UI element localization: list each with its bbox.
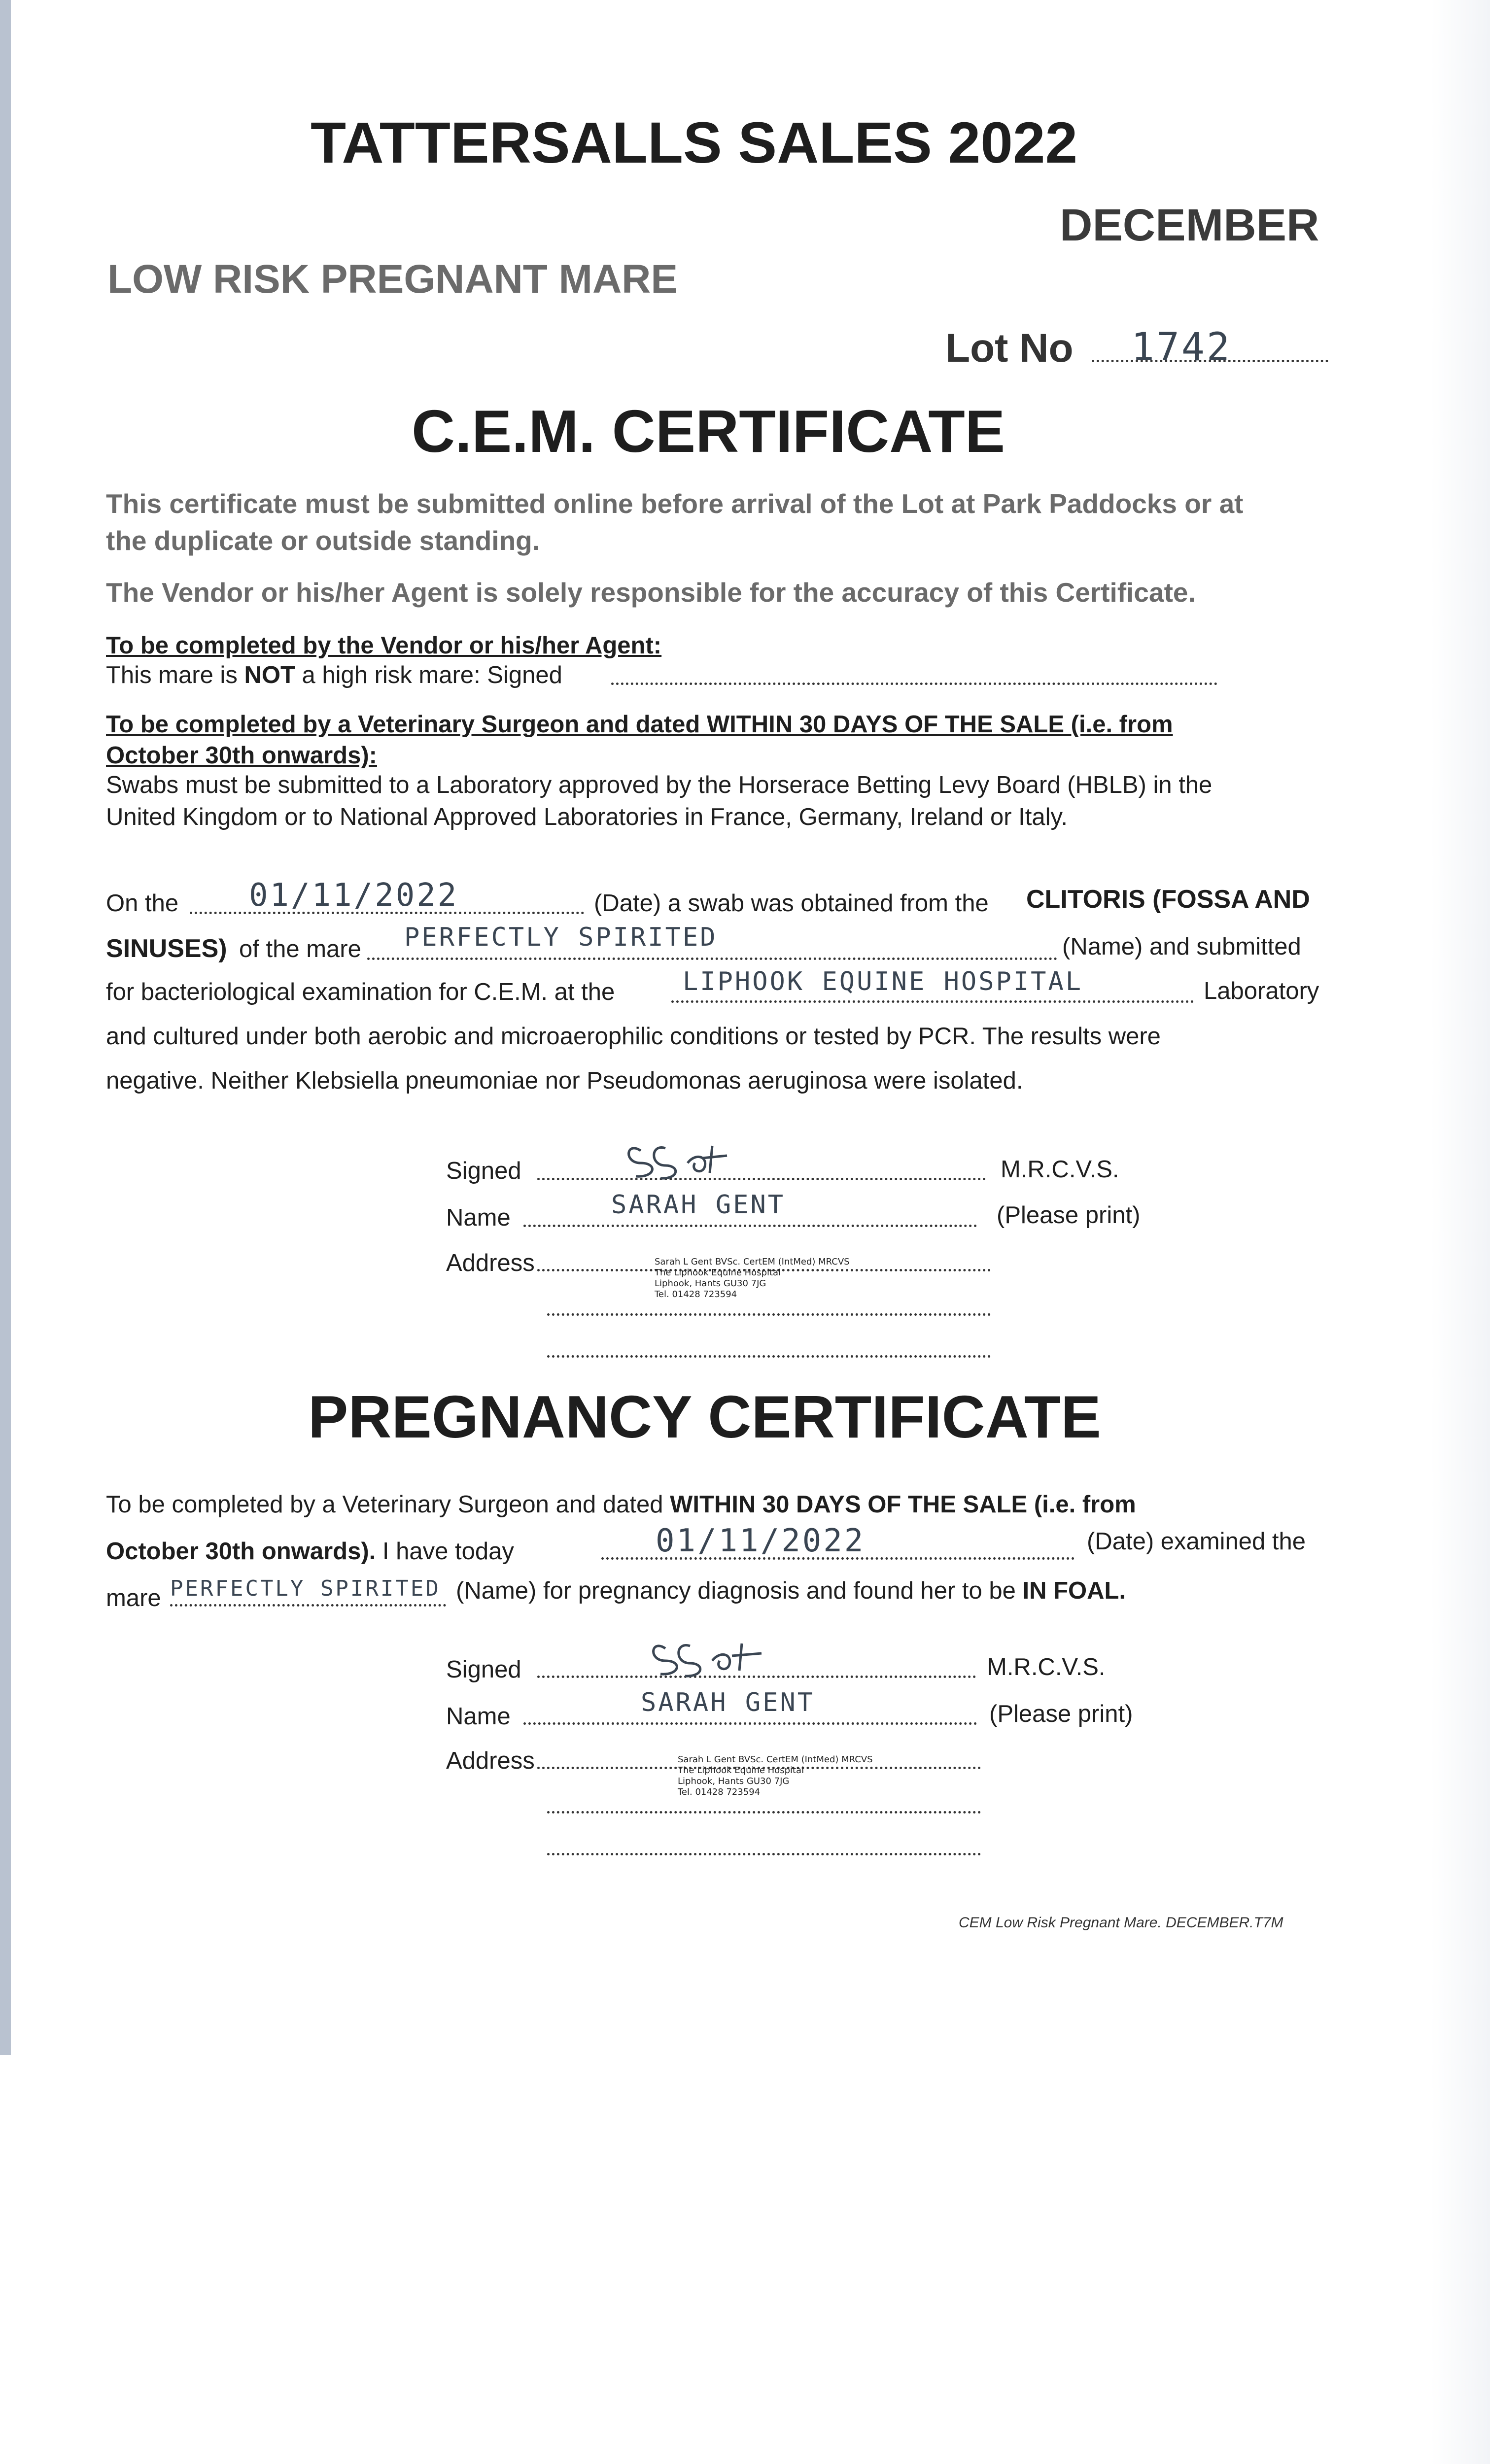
on-the-label: On the: [106, 890, 179, 917]
cem-name-label: Name: [446, 1204, 511, 1231]
preg-line-1: [106, 1491, 1136, 1518]
preg-date-value: 01/11/2022: [656, 1523, 866, 1559]
preg-line-1-pre: To be completed by a Veterinary Surgeon and dated: [106, 1491, 670, 1518]
vendor-line-pre: This mare is: [106, 662, 244, 688]
preg-line-3-pre: mare: [106, 1585, 161, 1611]
preg-address-line-3[interactable]: [547, 1853, 981, 1855]
preg-line-3-post: (Name) for pregnancy diagnosis and found her to be: [456, 1577, 1023, 1604]
cem-lab-line[interactable]: [671, 1000, 1194, 1003]
preg-mare-name: PERFECTLY SPIRITED: [170, 1576, 441, 1601]
cem-date-value: 01/11/2022: [249, 877, 459, 914]
preg-address-stamp: [678, 1754, 873, 1798]
category-label: LOW RISK PREGNANT MARE: [107, 257, 678, 302]
stamp-line: Liphook, Hants GU30 7JG: [655, 1278, 766, 1289]
vet-heading-1: To be completed by a Veterinary Surgeon and dated WITHIN 30 DAYS OF THE SALE (i.e. from: [106, 711, 1173, 738]
cem-notice-1b: the duplicate or outside standing.: [106, 525, 540, 556]
preg-address-line-2[interactable]: [547, 1811, 981, 1814]
cem-please-print: (Please print): [997, 1202, 1141, 1229]
cem-mare-name: PERFECTLY SPIRITED: [404, 923, 718, 952]
vendor-line-post: a high risk mare: Signed: [295, 662, 562, 688]
lot-number: 1742: [1131, 325, 1232, 370]
vendor-line: [106, 661, 562, 689]
stamp-line: The Liphook Equine Hospital: [678, 1765, 804, 1776]
cem-lab-name: LIPHOOK EQUINE HOSPITAL: [683, 967, 1083, 996]
cem-signed-label: Signed: [446, 1158, 521, 1184]
cem-heading: C.E.M. CERTIFICATE: [412, 398, 1005, 465]
cem-address-line-2[interactable]: [547, 1313, 991, 1316]
cem-name-line[interactable]: [523, 1225, 977, 1227]
vendor-signature-line[interactable]: [611, 683, 1217, 685]
sinuses-label: SINUSES): [106, 934, 227, 963]
cem-notice-2: The Vendor or his/her Agent is solely responsible for the accuracy of this Certificate.: [106, 577, 1196, 608]
scan-shadow: [1431, 0, 1490, 2464]
in-foal: IN FOAL.: [1022, 1577, 1126, 1604]
preg-mare-line[interactable]: [170, 1604, 446, 1607]
sale-month: DECEMBER: [1060, 200, 1319, 250]
preg-signed-label: Signed: [446, 1656, 521, 1683]
preg-name-label: Name: [446, 1703, 511, 1730]
vendor-heading: To be completed by the Vendor or his/her Agent:: [106, 632, 662, 659]
cem-date-label: (Date) a swab was obtained from the: [594, 890, 989, 917]
name-submitted-label: (Name) and submitted: [1062, 933, 1301, 960]
document-title: TATTERSALLS SALES 2022: [311, 110, 1078, 175]
preg-line-2-post: I have today: [376, 1538, 514, 1565]
preg-signature: [646, 1634, 784, 1680]
stamp-line: Tel. 01428 723594: [655, 1289, 737, 1300]
vendor-line-not: NOT: [244, 662, 295, 688]
lot-label: Lot No: [945, 326, 1074, 371]
vet-heading-2: October 30th onwards):: [106, 742, 377, 769]
stamp-line: Sarah L Gent BVSc. CertEM (IntMed) MRCVS: [655, 1257, 850, 1267]
scan-edge: [0, 0, 11, 2055]
preg-vet-name: SARAH GENT: [641, 1688, 815, 1717]
for-bact-label: for bacteriological examination for C.E.M. at the: [106, 979, 615, 1005]
laboratory-label: Laboratory: [1204, 978, 1319, 1004]
cem-address-label: Address: [446, 1250, 535, 1276]
swabs-line-2: United Kingdom or to National Approved Laboratories in France, Germany, Ireland or Italy.: [106, 804, 1068, 830]
preg-address-label: Address: [446, 1747, 535, 1774]
stamp-line: Tel. 01428 723594: [678, 1787, 761, 1797]
stamp-line: The Liphook Equine Hospital: [655, 1267, 781, 1278]
cem-vet-name: SARAH GENT: [611, 1190, 786, 1220]
cem-mare-line[interactable]: [367, 958, 1057, 960]
preg-line-3: [456, 1577, 1126, 1605]
of-the-mare-label: of the mare: [239, 936, 361, 962]
preg-mrcvs: M.R.C.V.S.: [987, 1654, 1106, 1680]
preg-line-2-bold: October 30th onwards).: [106, 1538, 376, 1565]
stamp-line: Sarah L Gent BVSc. CertEM (IntMed) MRCVS: [678, 1754, 873, 1765]
preg-line-1-bold: WITHIN 30 DAYS OF THE SALE (i.e. from: [670, 1491, 1136, 1518]
cem-notice-1: This certificate must be submitted online before arrival of the Lot at Park Paddocks or at: [106, 488, 1244, 519]
preg-date-label: (Date) examined the: [1087, 1528, 1306, 1555]
cem-mrcvs: M.R.C.V.S.: [1001, 1156, 1119, 1183]
swabs-line-1: Swabs must be submitted to a Laboratory approved by the Horserace Betting Levy Board (HBLB) in the: [106, 772, 1213, 798]
preg-name-line[interactable]: [523, 1722, 977, 1725]
cem-signature: [621, 1136, 749, 1183]
preg-line-2: [106, 1538, 514, 1565]
footer-reference: CEM Low Risk Pregnant Mare. DECEMBER.T7M: [959, 1915, 1283, 1931]
pregnancy-heading: PREGNANCY CERTIFICATE: [308, 1383, 1101, 1450]
clitoris-label: CLITORIS (FOSSA AND: [1026, 885, 1310, 914]
stamp-line: Liphook, Hants GU30 7JG: [678, 1776, 790, 1786]
preg-please-print: (Please print): [989, 1701, 1133, 1727]
negative-line: negative. Neither Klebsiella pneumoniae nor Pseudomonas aeruginosa were isolated.: [106, 1067, 1023, 1094]
cem-signature-line[interactable]: [537, 1178, 986, 1180]
cem-address-stamp: [655, 1257, 850, 1300]
cem-address-line-3[interactable]: [547, 1355, 991, 1358]
cultured-line: and cultured under both aerobic and microaerophilic conditions or tested by PCR. The results were: [106, 1023, 1161, 1050]
